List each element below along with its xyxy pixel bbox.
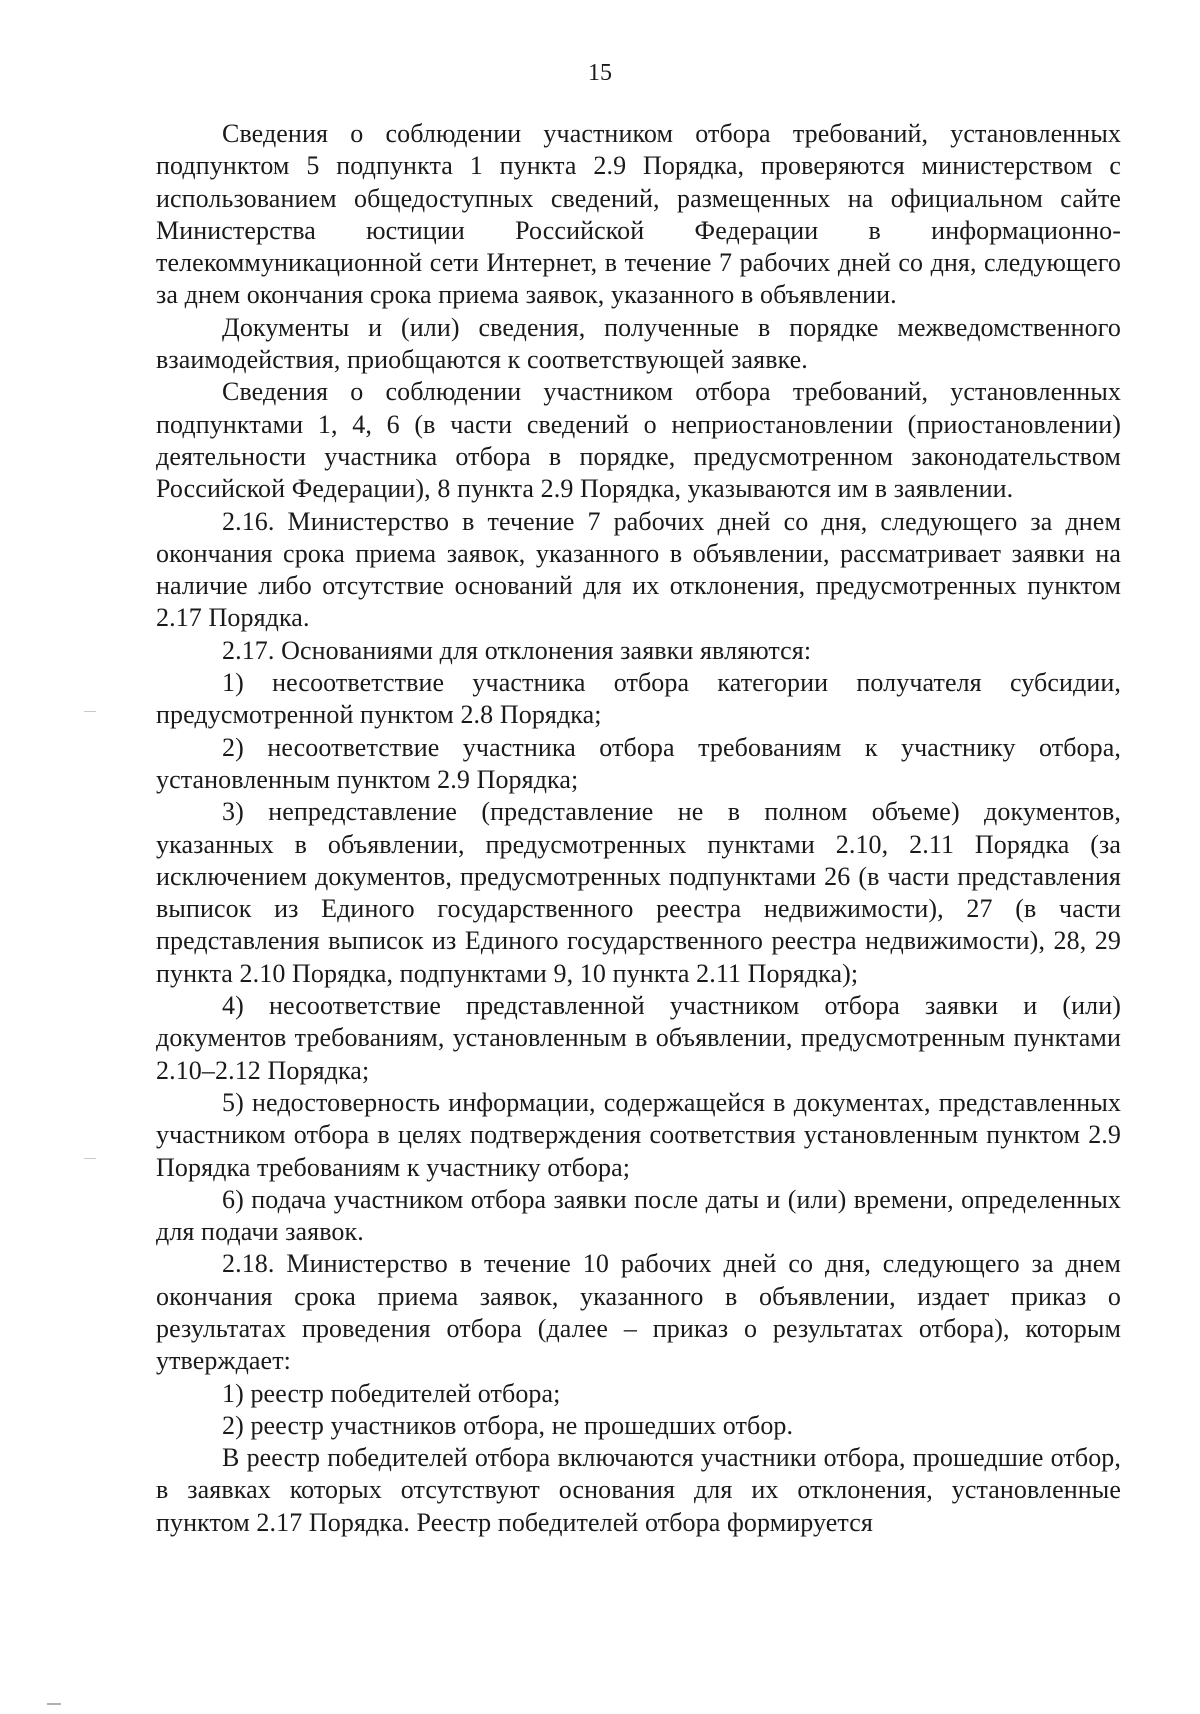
list-item-2-17-4: 4) несоответствие представленной участником отбора заявки и (или) документов требованиям, установленным в объявлении, предусмотренным пунктами 2.10–2.12 Порядка; [156,991,1121,1085]
paragraph-2-16: 2.16. Министерство в течение 7 рабочих дней со дня, следующего за днем окончания срока приема заявок, указанного в объявлении, рассматривает заявки на наличие либо отсутствие оснований для их отклонения, предусмотренных пунктом 2.17 Порядка. [156,506,1121,633]
paragraph-2-18: 2.18. Министерство в течение 10 рабочих дней со дня, следующего за днем окончания срока приема заявок, указанного в объявлении, издает приказ о результатах проведения отбора (далее – приказ о результатах отбора), которым утверждает: [156,1249,1121,1376]
list-item-2-18-2: 2) реестр участников отбора, не прошедших отбор. [222,1410,794,1440]
scan-artifact [47,1703,61,1705]
list-item-2-17-2: 2) несоответствие участника отбора требованиям к участнику отбора, установленным пунктом 2.9 Порядка; [156,732,1121,794]
list-item-2-17-6: 6) подача участником отбора заявки после даты и (или) времени, определенных для подачи заявок. [156,1184,1121,1247]
document-body [156,118,1121,1539]
paragraph-interagency-documents: Документы и (или) сведения, полученные в порядке межведомственного взаимодействия, приобщаются к соответствующей заявке. [156,312,1121,375]
paragraph-verification-info: Сведения о соблюдении участником отбора требований, установленных подпунктом 5 подпункта 1 пункта 2.9 Порядка, проверяются министерством с использованием общедоступных сведений, размещенных на официальном сайте Министерства юстиции Российской Федерации в информационно-телекоммуникационной сети Интернет, в течение 7 рабочих дней со дня, следующего за днем окончания срока приема заявок, указанного в объявлении. [156,119,1121,310]
scan-artifact [84,711,96,712]
paragraph-winners-registry: В реестр победителей отбора включаются участники отбора, прошедшие отбор, в заявках которых отсутствуют основания для их отклонения, установленные пунктом 2.17 Порядка. Реестр победителей отбора формируется [156,1443,1121,1537]
paragraph-compliance-info: Сведения о соблюдении участником отбора требований, установленных подпунктами 1, 4, 6 (в части сведений о неприостановлении (приостановлении) деятельности участника отбора в порядке, предусмотренном законодательством Российской Федерации), 8 пункта 2.9 Порядка, указываются им в заявлении. [156,377,1121,504]
list-item-2-17-1: 1) несоответствие участника отбора категории получателя субсидии, предусмотренной пунктом 2.8 Порядка; [156,668,1121,730]
paragraph-2-17: 2.17. Основаниями для отклонения заявки являются: [222,635,812,665]
page-number: 15 [588,60,612,86]
list-item-2-17-5: 5) недостоверность информации, содержащейся в документах, представленных участником отбора в целях подтверждения соответствия установленным пунктом 2.9 Порядка требованиям к участнику отбора; [156,1087,1121,1182]
scan-artifact [84,1158,96,1159]
list-item-2-18-1: 1) реестр победителей отбора; [222,1378,561,1408]
list-item-2-17-3: 3) непредставление (представление не в полном объеме) документов, указанных в объявлении, предусмотренных пунктами 2.10, 2.11 Порядка (за исключением документов, предусмотренных подпунктами 26 (в части представления выписок из Единого государственного реестра недвижимости), 27 (в части представления выписок из Единого государственного реестра недвижимости), 28, 29 пункта 2.10 Порядка, подпунктами 9, 10 пункта 2.11 Порядка); [156,797,1121,988]
